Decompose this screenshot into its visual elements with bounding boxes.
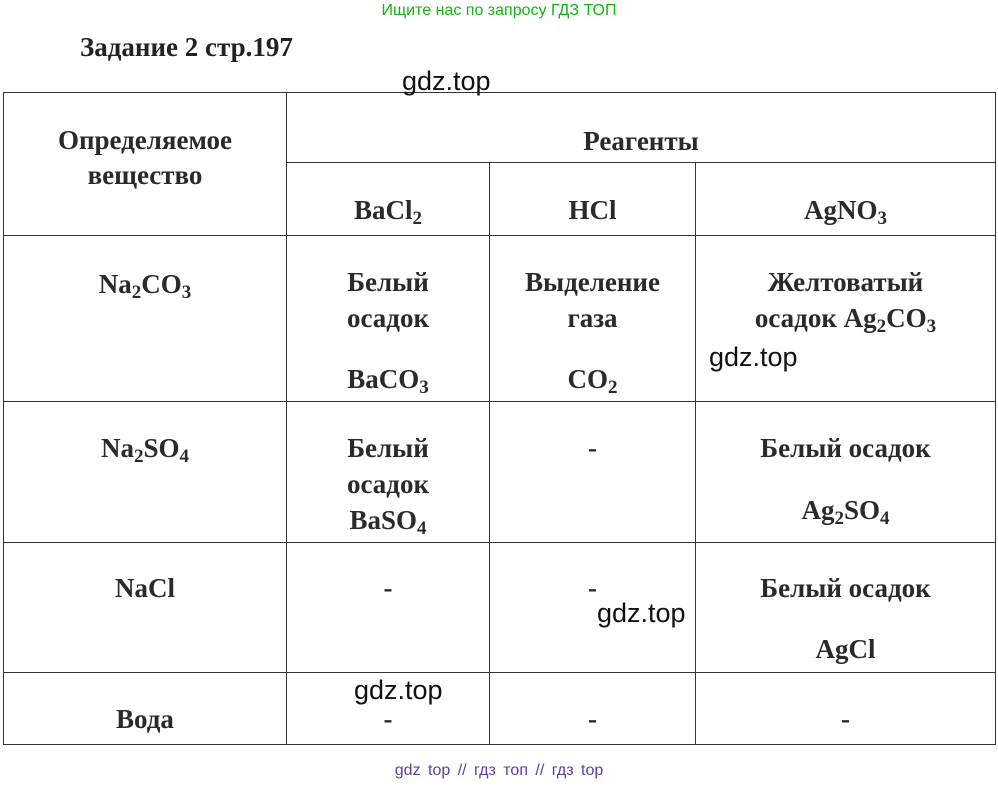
top-banner[interactable]: Ищите нас по запросу ГДЗ ТОП (381, 2, 617, 19)
table-row (4, 673, 996, 745)
cell-water-hcl: - (490, 673, 696, 745)
table-row (4, 402, 996, 543)
header-reagent-bacl2: BaCl2 (287, 163, 490, 236)
cell-na2so4-agno3: Белый осадок Ag2SO4 (696, 402, 996, 543)
cell-na2so4-hcl: - (490, 402, 696, 543)
reagents-table (3, 92, 996, 745)
watermark: gdz.top (597, 598, 686, 628)
header-substance (4, 93, 287, 236)
cell-na2co3-bacl2: Белый осадок BaCO3 (287, 236, 490, 402)
substance-nacl: NaCl (4, 543, 287, 673)
header-reagents-label: Реагенты (583, 126, 699, 156)
substance-water: Вода (4, 673, 287, 745)
substance-na2so4: Na2SO4 (4, 402, 287, 543)
header-reagents (287, 93, 996, 163)
cell-na2co3-agno3: Желтоватый осадок Ag2CO3 (696, 236, 996, 402)
cell-water-bacl2: - (287, 673, 490, 745)
watermark: gdz.top (709, 342, 798, 372)
table-row (4, 543, 996, 673)
cell-na2so4-bacl2: Белый осадок BaSO4 (287, 402, 490, 543)
page-title: Задание 2 стр.197 (80, 32, 293, 62)
cell-nacl-hcl: - (490, 543, 696, 673)
cell-nacl-agno3: Белый осадок AgCl (696, 543, 996, 673)
watermark: gdz.top (402, 66, 491, 96)
table-row (4, 236, 996, 402)
header-reagent-hcl: HCl (490, 163, 696, 236)
watermark: gdz.top (354, 675, 443, 705)
cell-water-agno3: - (696, 673, 996, 745)
footer-links[interactable]: gdz top // гдз топ // гдз top (394, 762, 604, 779)
header-reagent-agno3: AgNO3 (696, 163, 996, 236)
cell-nacl-bacl2: - (287, 543, 490, 673)
table-header-row (4, 93, 996, 163)
header-substance-label: Определяемое вещество (57, 125, 233, 190)
cell-na2co3-hcl: Выделение газа CO2 (490, 236, 696, 402)
substance-na2co3: Na2CO3 (4, 236, 287, 402)
